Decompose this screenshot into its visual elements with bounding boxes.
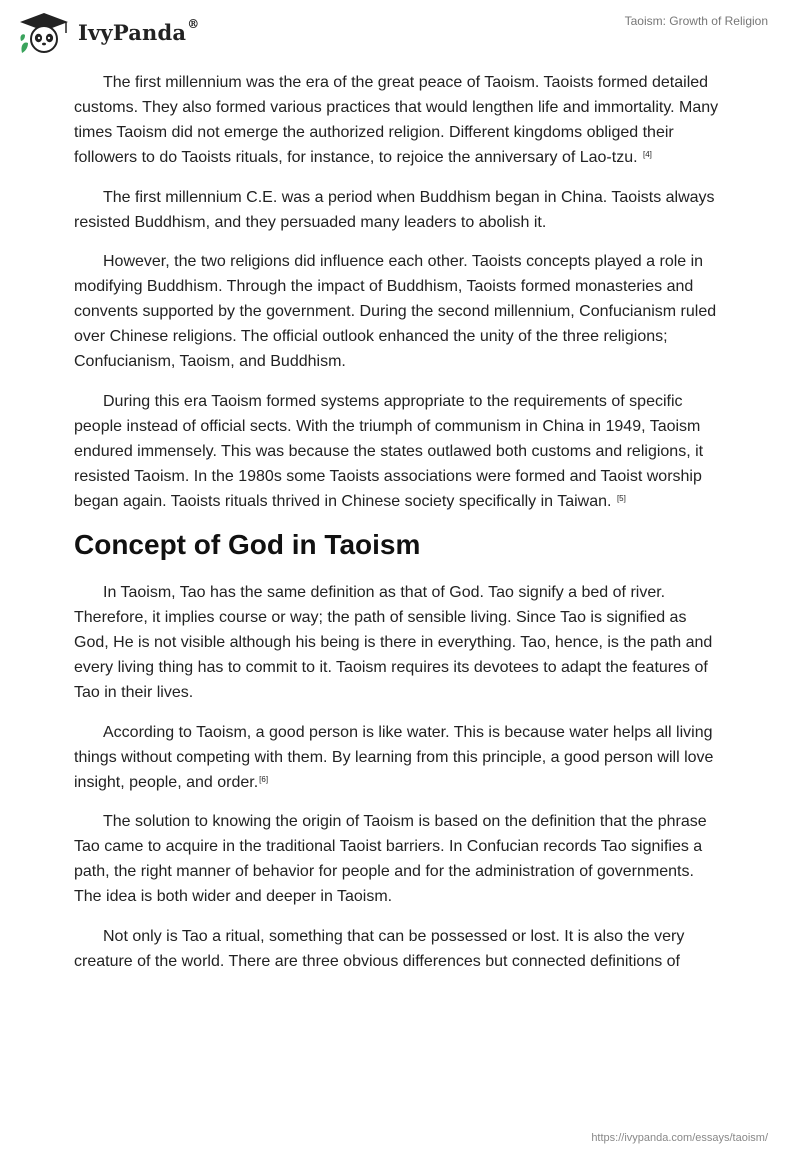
paragraph: However, the two religions did influence each other. Taoists concepts played a role in modifying Buddhism. Through the impact of Buddhism, Taoists formed monasteries and convents supported by the government. During the second millennium, Confucianism ruled over Chinese religions. The official outlook enhanced the unity of the three religions; Confucianism, Taoism, and Buddhism. [74, 253, 717, 370]
page-header [0, 0, 800, 70]
registered-mark: ® [187, 16, 200, 31]
panda-logo-icon [16, 11, 72, 55]
paragraph: The solution to knowing the origin of Taoism is based on the definition that the phrase Tao came to acquire in the traditional Taoist barriers. In Confucian records Tao signifies a path, the right manner of behavior for people and for the administration of governments. The idea is both wider and deeper in Taoism. [74, 813, 707, 905]
article-body [74, 70, 724, 988]
paragraph: The first millennium was the era of the great peace of Taoism. Taoists formed detailed customs. They also formed various practices that would lengthen life and immortality. Many times Taoism did not emerge the authorized religion. Different kingdoms obliged their followers to do Taoists rituals, for instance, to rejoice the anniversary of Lao-tzu. [4] [74, 74, 719, 166]
paragraph: During this era Taoism formed systems appropriate to the requirements of specific people instead of official sects. With the triumph of communism in China in 1949, Taoism endured immensely. This was because the states outlawed both customs and religions, it resisted Taoism. In the 1980s some Taoists associations were formed and Taoist worship began again. Taoists rituals thrived in Chinese society specifically in Taiwan. [5] [74, 392, 704, 510]
brand-logo[interactable] [16, 8, 199, 58]
brand-name: IvyPanda® [78, 16, 200, 45]
paragraph: According to Taoism, a good person is like water. This is because water helps all living things without competing with them. By learning from this principle, a good person will love insight, people, and order.[6] [74, 723, 714, 791]
section-heading: Concept of God in Taoism [74, 529, 421, 560]
citation-ref[interactable]: [4] [643, 150, 652, 159]
citation-ref[interactable]: [5] [616, 493, 626, 503]
paragraph: The first millennium C.E. was a period when Buddhism began in China. Taoists always resisted Buddhism, and they persuaded many leaders to abolish it. [74, 188, 715, 231]
document-title: Taoism: Growth of Religion [624, 14, 768, 28]
footer-source-url[interactable]: https://ivypanda.com/essays/taoism/ [591, 1132, 768, 1144]
paragraph: Not only is Tao a ritual, something that can be possessed or lost. It is also the very creature of the world. There are three obvious differences but connected definitions of [74, 927, 685, 970]
citation-ref[interactable]: [6] [259, 774, 269, 784]
paragraph: In Taoism, Tao has the same definition as that of God. Tao signify a bed of river. Therefore, it implies course or way; the path of sensible living. Since Tao is signified as God, He is not visible although his being is there in everything. Tao, hence, is the path and every living thing has to commit to it. Taoism requires its devotees to adapt the features of Tao in their lives. [74, 584, 713, 701]
